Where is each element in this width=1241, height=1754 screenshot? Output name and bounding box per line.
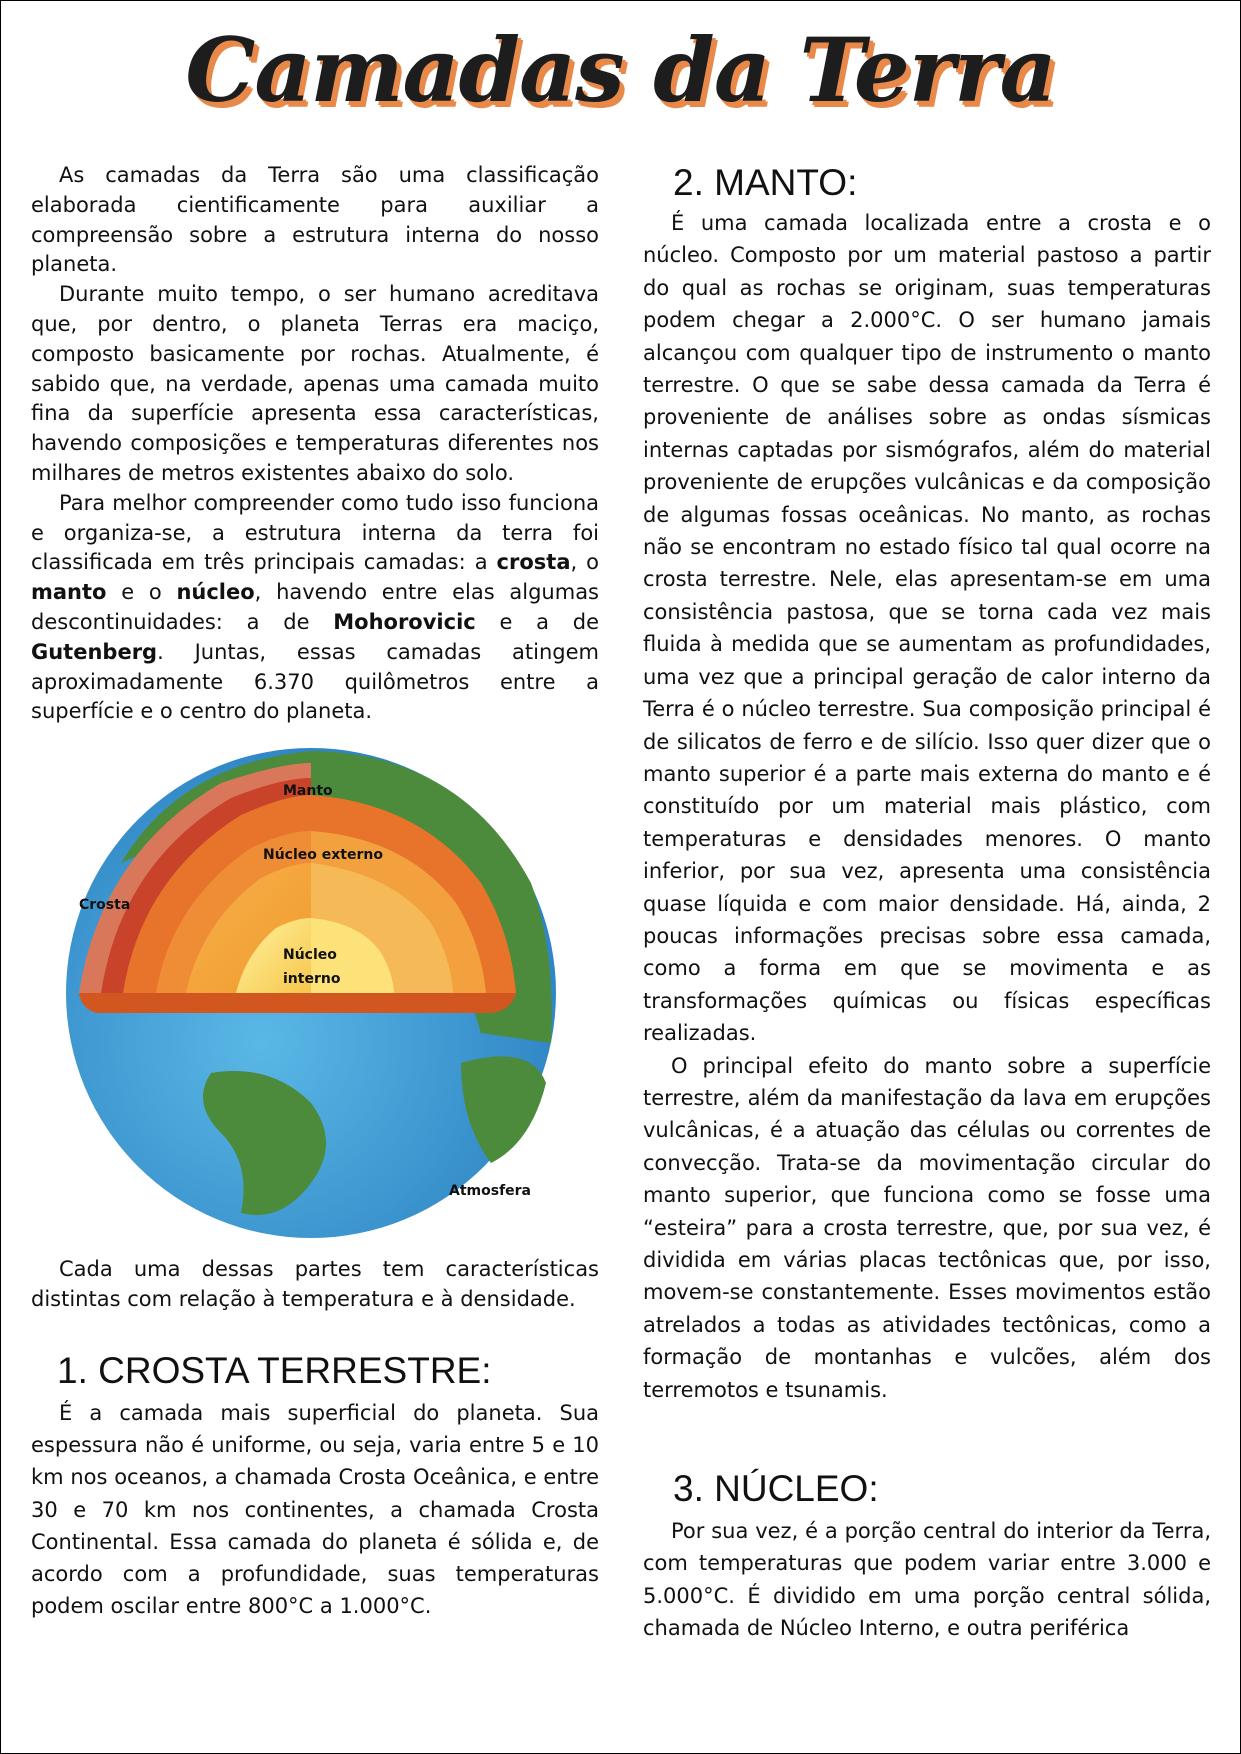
intro-paragraph-4: Cada uma dessas partes tem características distintas com relação à temperatura e à densidade. <box>31 1257 599 1311</box>
intro-p3-text: e a de <box>475 609 599 634</box>
manto-paragraph-2: O principal efeito do manto sobre a superfície terrestre, além da manifestação da lava em erupções vulcânicas, é a atuação das células ou correntes de convecção. Trata-se da movimentação circular do manto superior, que funciona como se fosse uma “esteira” para a crosta terrestre, que, por sua vez, é dividida em várias placas tectônicas que, por isso, movem-se constantemente. Esses movimentos estão atrelados a todas as atividades tectônicas, como a formação de montanhas e vulcões, além dos terremotos e tsunamis. <box>643 1053 1211 1402</box>
intro-paragraph-3 <box>31 489 599 727</box>
manto-paragraph-1: É uma camada localizada entre a crosta e o núcleo. Composto por um material pastoso a partir do qual as rochas se originam, suas temperaturas podem chegar a 2.000°C. O ser humano jamais alcançou com qualquer tipo de instrumento o manto terrestre. O que se sabe dessa camada da Terra é proveniente de análises sobre as ondas sísmicas internas captadas por sismógrafos, além do material proveniente de erupções vulcânicas e da composição de algumas fossas oceânicas. No manto, as rochas não se encontram no estado físico tal qual ocorre na crosta terrestre. Nele, elas apresentam-se em uma consistência pastosa, que se torna cada vez mais fluida à medida que se aumentam as profundidades, uma vez que a principal geração de calor interno da Terra é o núcleo terrestre. Sua composição principal é de silicatos de ferro e de silício. Isso quer dizer que o manto superior é a parte mais externa do manto e é constituído por um material mais plástico, com temperaturas e densidades menores. O manto inferior, por sua vez, apresenta uma consistência quase líquida e com maior densidade. Há, ainda, 2 poucas informações precisas sobre essa camada, como a forma em que se movimenta e as transformações químicas ou físicas específicas realizadas. <box>643 211 1211 1046</box>
wedge-bottom-edge <box>79 993 516 1013</box>
crosta-paragraph: É a camada mais superficial do planeta. Sua espessura não é uniforme, ou seja, varia entre 5 e 10 km nos oceanos, a chamada Crosta Oceânica, e entre 30 e 70 km nos continentes, a chamada Crosta Continental. Essa camada do planeta é sólida e, de acordo com a profundidade, suas temperaturas podem oscilar entre 800°C a 1.000°C. <box>31 1401 599 1619</box>
crosta-text-block <box>31 1397 599 1622</box>
manto-text-block <box>643 207 1211 1406</box>
label-crosta: Crosta <box>79 897 131 913</box>
intro-paragraph-1: As camadas da Terra são uma classificação elaborada cientificamente para auxiliar a compreensão sobre a estrutura interna do nosso planeta. <box>31 163 599 277</box>
nucleo-paragraph: Por sua vez, é a porção central do interior da Terra, com temperaturas que podem variar entre 3.000 e 5.000°C. É dividido em uma porção central sólida, chamada de Núcleo Interno, e outra periférica <box>643 1519 1211 1641</box>
term-nucleo: núcleo <box>176 580 255 605</box>
heading-manto: 2. MANTO: <box>673 162 858 203</box>
intro-p3-text: , havendo entre elas algumas descontinuidades: a de <box>31 580 599 634</box>
label-atmosfera: Atmosfera <box>449 1183 532 1199</box>
label-nucleo-interno-1: Núcleo <box>283 947 337 963</box>
intro-p3-text: Para melhor compreender como tudo isso funciona e organiza-se, a estrutura interna da terra foi classificada em três principais camadas: a <box>31 490 599 575</box>
intro-p3-text: . Juntas, essas camadas atingem aproximadamente 6.370 quilômetros entre a superfície e o centro do planeta. <box>31 639 599 724</box>
heading-crosta: 1. CROSTA TERRESTRE: <box>57 1350 492 1391</box>
heading-nucleo: 3. NÚCLEO: <box>673 1468 879 1509</box>
after-figure-text <box>31 1255 599 1315</box>
intro-p3-text: e o <box>106 580 177 605</box>
term-gutenberg: Gutenberg <box>31 639 158 664</box>
nucleo-text-block <box>643 1515 1211 1645</box>
label-manto: Manto <box>283 783 333 799</box>
term-crosta: crosta <box>496 550 571 575</box>
intro-p3-text: , o <box>570 550 599 575</box>
page-title: Camadas da Terra <box>185 18 1056 122</box>
term-mohorovicic: Mohorovicic <box>333 609 476 634</box>
intro-paragraph-2: Durante muito tempo, o ser humano acreditava que, por dentro, o planeta Terras era maciço, composto basicamente por rochas. Atualmente, é sabido que, na verdade, apenas uma camada muito fina da superfície apresenta essa características, havendo composições e temperaturas diferentes nos milhares de metros existentes abaixo do solo. <box>31 282 599 485</box>
label-nucleo-interno-2: interno <box>283 971 341 987</box>
term-manto: manto <box>31 580 107 605</box>
earth-layers-illustration <box>61 743 561 1243</box>
label-nucleo-externo: Núcleo externo <box>263 847 383 863</box>
